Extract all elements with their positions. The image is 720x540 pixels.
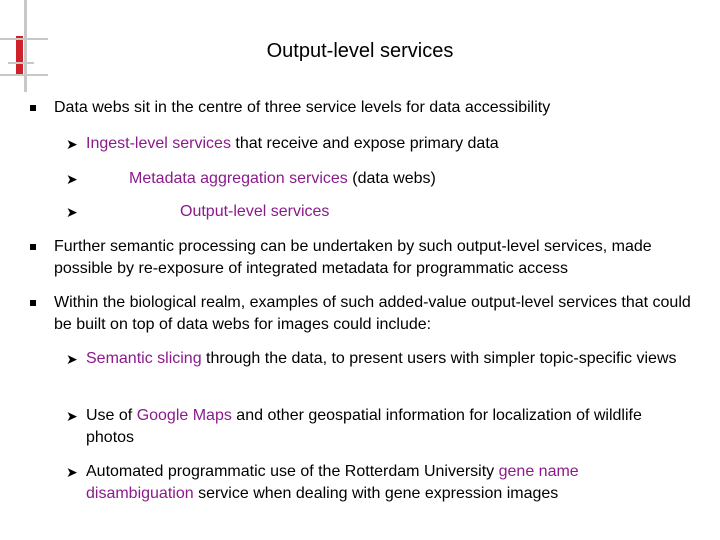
- example-item: [86, 405, 670, 449]
- example-highlight: gene name disambiguation: [86, 463, 579, 502]
- service-level-highlight: Metadata aggregation services: [129, 170, 348, 187]
- example-item: [86, 461, 670, 505]
- arrow-bullet-icon: ➤: [66, 408, 78, 424]
- bullet-text: Further semantic processing can be undertaken by such output-level services, made possible by re-exposure of integrated metadata for programmatic access: [54, 238, 652, 277]
- service-level-item: [129, 168, 436, 190]
- arrow-bullet-icon: ➤: [66, 464, 78, 480]
- slide-title: Output-level services: [266, 40, 454, 62]
- service-level-rest: (data webs): [347, 170, 436, 187]
- bullet-text: Within the biological realm, examples of such added-value output-level services that could be built on top of data webs for images could include:: [54, 294, 691, 333]
- example-rest: service when dealing with gene expression images: [193, 485, 559, 502]
- decoration-grey-horizontal-2: [0, 74, 48, 76]
- service-level-highlight: Ingest-level services: [86, 135, 231, 152]
- arrow-bullet-icon: ➤: [66, 136, 78, 152]
- example-pre: Automated programmatic use of the Rotterdam University: [86, 463, 499, 480]
- example-rest: and other geospatial information for localization of wildlife photos: [86, 407, 642, 446]
- service-level-item: [86, 133, 499, 155]
- arrow-bullet-icon: ➤: [66, 204, 78, 220]
- example-highlight: Google Maps: [136, 407, 232, 424]
- service-level-item: [180, 201, 329, 223]
- example-pre: Use of: [86, 407, 137, 424]
- bullet-square-icon: [30, 300, 36, 306]
- example-highlight: Semantic slicing: [86, 350, 202, 367]
- service-level-rest: that receive and expose primary data: [230, 135, 499, 152]
- example-item: [86, 348, 706, 370]
- service-level-highlight: Output-level services: [180, 203, 330, 220]
- bullet-square-icon: [30, 244, 36, 250]
- bullet-text: Data webs sit in the centre of three service levels for data accessibility: [54, 99, 551, 116]
- arrow-bullet-icon: ➤: [66, 171, 78, 187]
- arrow-bullet-icon: ➤: [66, 351, 78, 367]
- example-rest: through the data, to present users with simpler topic-specific views: [201, 350, 677, 367]
- bullet-square-icon: [30, 105, 36, 111]
